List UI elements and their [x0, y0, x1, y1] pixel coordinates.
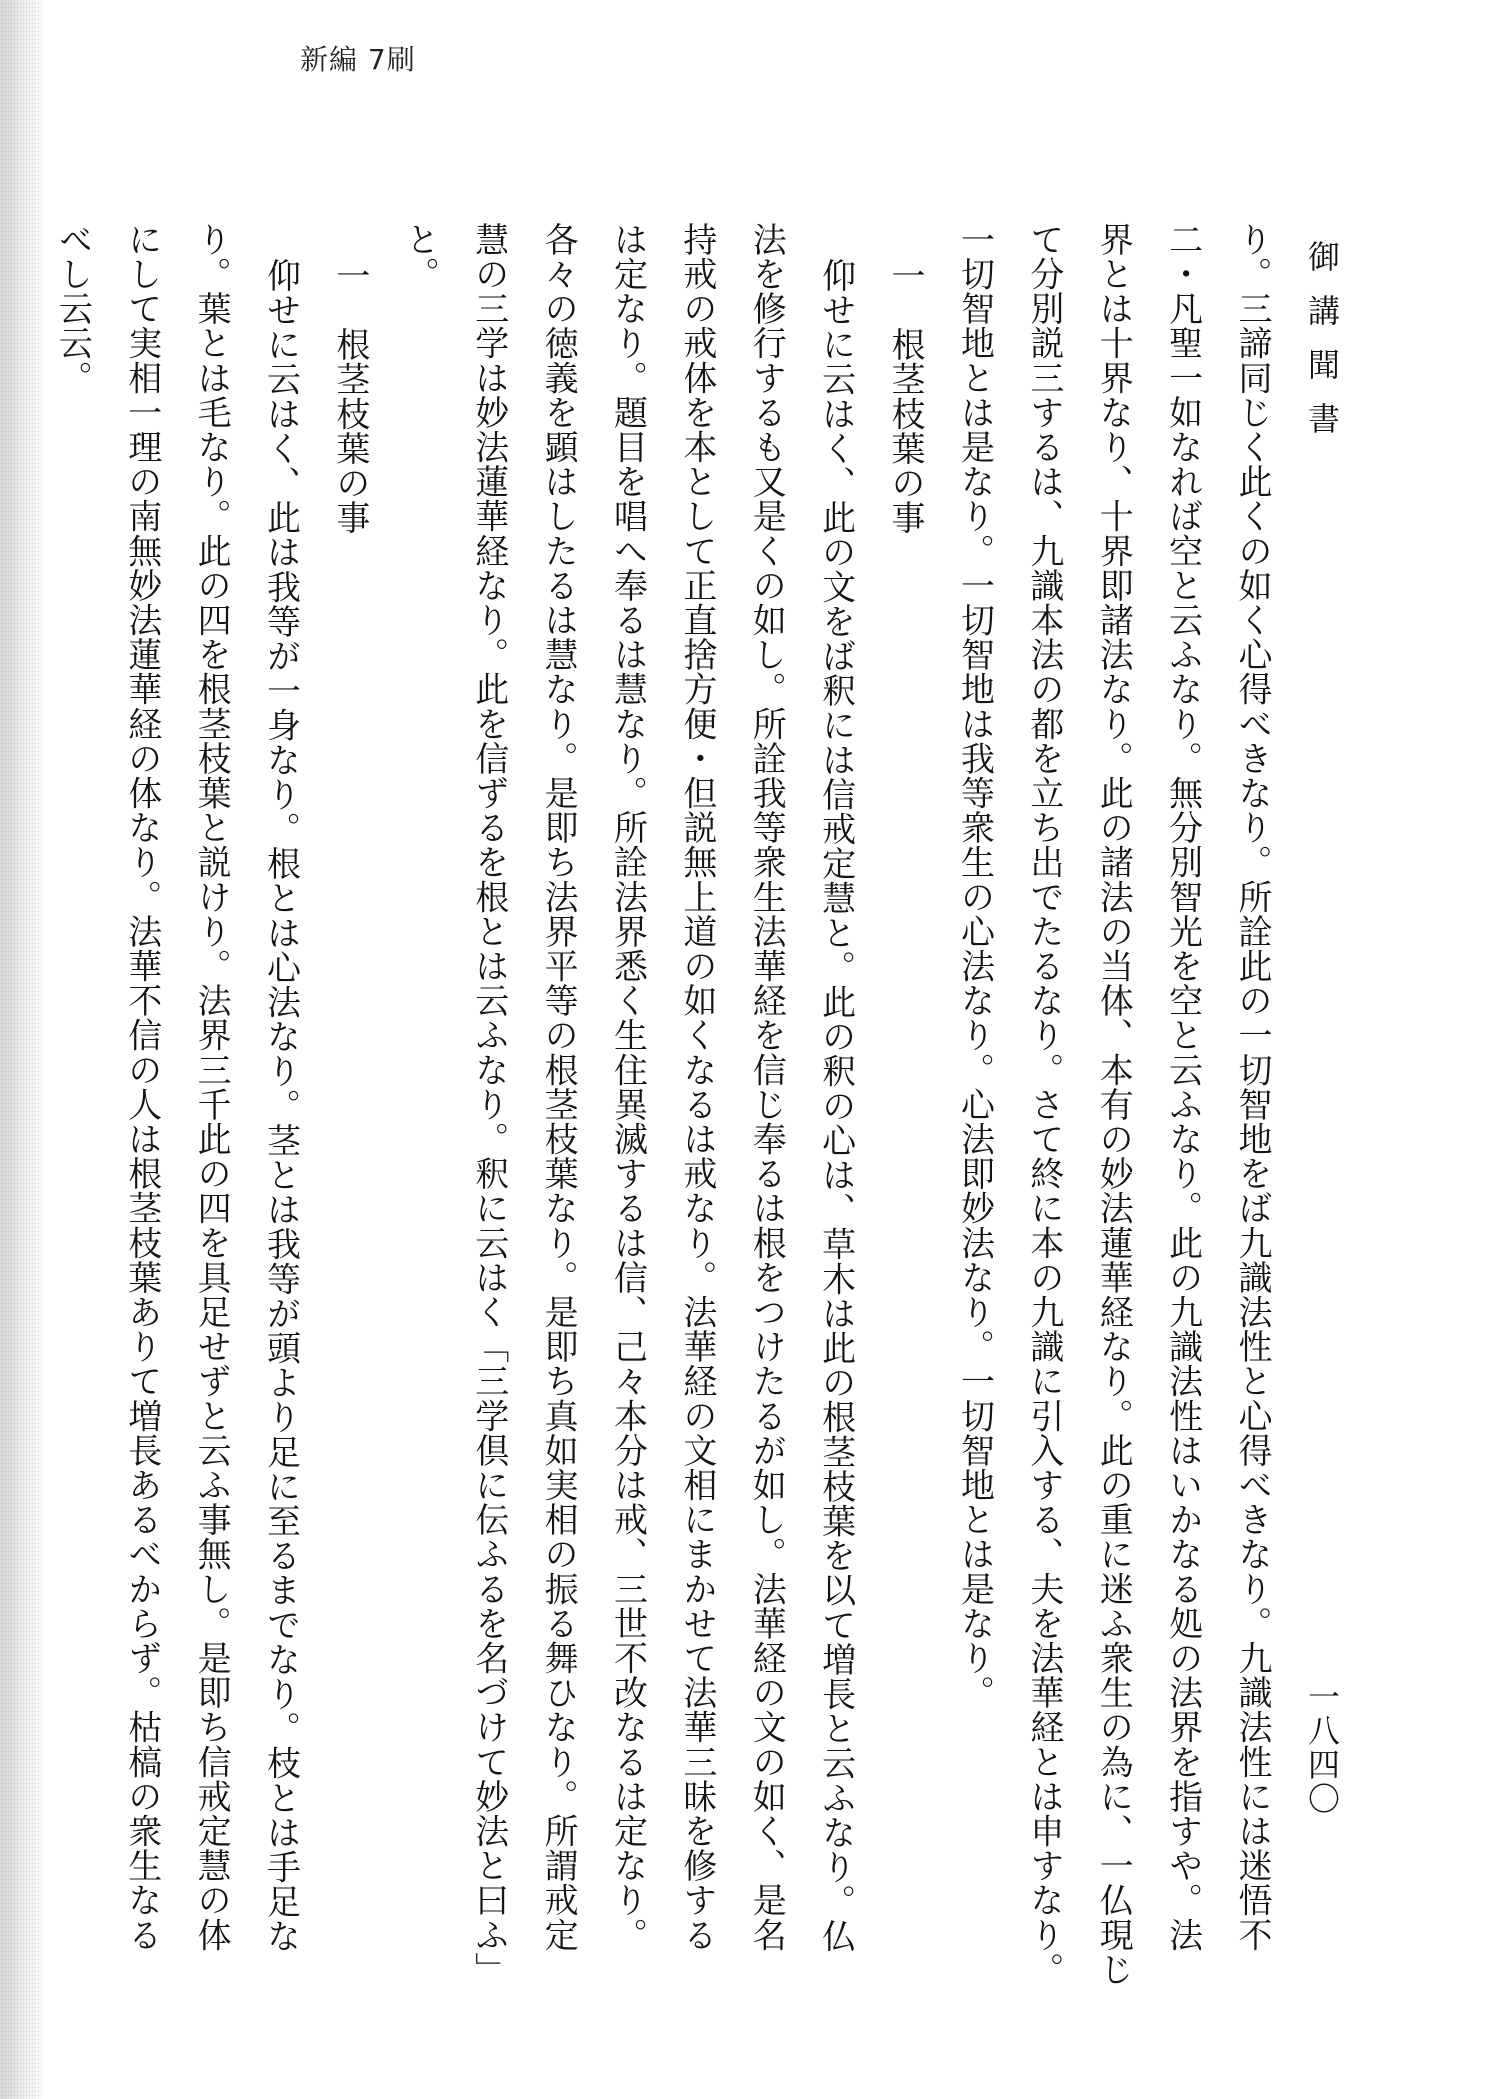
text-column: り。三諦同じく此くの如く心得べきなり。所詮此の一切智地をば九識法性と心得べきなり。九識法性には迷悟不 [1232, 222, 1272, 1952]
text-column: 慧の三学は妙法蓮華経なり。此を信ずるを根とは云ふなり。釈に云はく「三学倶に伝ふるを名づけて妙法と曰ふ」 [468, 222, 509, 1987]
text-column: 各々の徳義を顕はしたるは慧なり。是即ち法界平等の根茎枝葉なり。是即ち真如実相の振る舞ひなり。所謂戒定 [538, 222, 579, 1952]
text-column: 一切智地とは是なり。一切智地は我等衆生の心法なり。心法即妙法なり。一切智地とは是なり。 [954, 222, 995, 1710]
text-column: 界とは十界なり、十界即諸法なり。此の諸法の当体、本有の妙法蓮華経なり。此の重に迷ふ衆生の為に、一仏現じ [1093, 222, 1134, 1987]
print-edition-mark: 新編 7刷 [300, 43, 416, 76]
page-number: 一八四〇 [1303, 1680, 1341, 1816]
body-text [52, 222, 1272, 2007]
text-column: 二・凡聖一如なれば空と云ふなり。無分別智光を空と云ふなり。此の九識法性はいかなる処の法界を指すや。法 [1162, 222, 1203, 1952]
text-column: 仰せに云はく、此は我等が一身なり。根とは心法なり。茎とは我等が頭より足に至るまでなり。枝とは手足な [260, 258, 301, 1954]
running-head: 御講聞書 [1303, 240, 1341, 456]
scan-shadow-edge [0, 0, 42, 2099]
text-column: て分別説三するは、九識本法の都を立ち出でたるなり。さて終に本の九識に引入する、夫を法華経とは申すなり。 [1023, 222, 1064, 1987]
text-column: べし云云。 [52, 222, 93, 395]
text-column: 法を修行するも又是くの如し。所詮我等衆生法華経を信じ奉るは根をつけたるが如し。法華経の文の如く、是名 [746, 222, 787, 1952]
text-column: り。葉とは毛なり。此の四を根茎枝葉と説けり。法界三千此の四を具足せずと云ふ事無し。是即ち信戒定慧の体 [191, 222, 232, 1952]
text-column: 仰せに云はく、此の文をば釈には信戒定慧と。此の釈の心は、草木は此の根茎枝葉を以て増長と云ふなり。仏 [815, 258, 856, 1954]
section-heading: 一 根茎枝葉の事 [885, 258, 926, 535]
section-heading: 一 根茎枝葉の事 [329, 258, 370, 535]
text-column: にして実相一理の南無妙法蓮華経の体なり。法華不信の人は根茎枝葉ありて増長あるべからず。枯槁の衆生なる [121, 222, 162, 1952]
text-column: は定なり。題目を唱へ奉るは慧なり。所詮法界悉く生住異滅するは信、己々本分は戒、三世不改なるは定なり。 [607, 222, 648, 1952]
text-column: 持戒の戒体を本として正直捨方便・但説無上道の如くなるは戒なり。法華経の文相にまかせて法華三昧を修する [676, 222, 717, 1952]
text-column: と。 [399, 222, 440, 292]
